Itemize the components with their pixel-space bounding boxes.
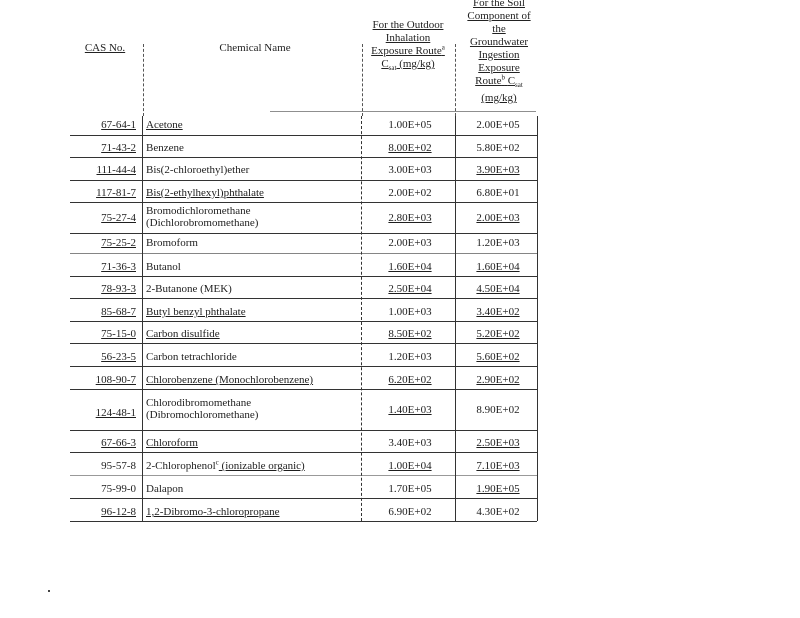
cas-cell: 75-99-0 (101, 483, 136, 495)
inhalation-cell: 1.00E+05 (388, 119, 432, 131)
name-cell: Acetone (146, 119, 183, 131)
header-separator (362, 44, 363, 116)
name-cell: Benzene (146, 142, 184, 154)
groundwater-cell: 3.40E+02 (476, 306, 520, 318)
cas-cell: 95-57-8 (101, 460, 136, 472)
header-groundwater-line: Groundwater (469, 36, 529, 48)
cas-cell: 75-15-0 (101, 328, 136, 340)
name-cell: 2-Butanone (MEK) (146, 283, 232, 295)
header-inhalation-unit: $C_{sat}$ (mg/kg) (381, 58, 435, 73)
inhalation-cell: 1.60E+04 (388, 261, 432, 273)
inhalation-cell: 6.90E+02 (388, 506, 432, 518)
inhalation-cell: 8.00E+02 (388, 142, 432, 154)
groundwater-cell: 3.90E+03 (476, 164, 520, 176)
cas-cell: 85-68-7 (101, 306, 136, 318)
header-groundwater (458, 0, 540, 105)
cas-cell: 96-12-8 (101, 506, 136, 518)
row-rule (70, 135, 537, 136)
cas-cell: 111-44-4 (96, 164, 136, 176)
row-rule (70, 452, 537, 453)
cas-cell: 117-81-7 (96, 187, 136, 199)
cas-cell: 71-43-2 (101, 142, 136, 154)
inhalation-cell: 2.00E+03 (388, 237, 432, 249)
row-rule (70, 389, 537, 390)
inhalation-cell: 1.00E+04 (388, 460, 432, 472)
groundwater-cell: 1.20E+03 (476, 237, 520, 249)
groundwater-cell: 8.90E+02 (476, 404, 520, 416)
name-cell: Bromodichloromethane (Dichlorobromomethane) (146, 205, 259, 229)
cas-cell: 56-23-5 (101, 351, 136, 363)
name-cell: Chloroform (146, 437, 198, 449)
row-rule (70, 202, 537, 203)
groundwater-cell: 1.90E+05 (476, 483, 520, 495)
groundwater-cell: 7.10E+03 (476, 460, 520, 472)
header-groundwater-line: Exposure (478, 62, 520, 74)
inhalation-cell: 2.80E+03 (388, 212, 432, 224)
name-cell: Bis(2-chloroethyl)ether (146, 164, 250, 176)
header-groundwater-line: For the Soil (473, 0, 525, 9)
groundwater-cell: 1.60E+04 (476, 261, 520, 273)
groundwater-cell: 6.80E+01 (476, 187, 520, 199)
cas-cell: 75-25-2 (101, 237, 136, 249)
cas-cell: 124-48-1 (95, 407, 136, 419)
row-rule (70, 498, 537, 499)
name-cell: Butanol (146, 261, 181, 273)
name-cell: 2-Chlorophenol$^c$ (ionizable organic) (146, 458, 305, 472)
header-inhalation-line: For the Outdoor (372, 19, 444, 31)
header-groundwater-line: Route$^b$ $C_{sat}$ (475, 73, 523, 90)
inhalation-cell: 1.00E+03 (388, 306, 432, 318)
cas-cell: 75-27-4 (101, 212, 136, 224)
name-cell: 1,2-Dibromo-3-chloropropane (146, 506, 280, 518)
inhalation-cell: 6.20E+02 (388, 374, 432, 386)
row-rule (70, 430, 537, 431)
cas-cell: 71-36-3 (101, 261, 136, 273)
groundwater-cell: 5.60E+02 (476, 351, 520, 363)
header-separator (455, 44, 456, 116)
header-inhalation-line: Exposure Route$^a$ (371, 43, 445, 57)
header-separator (143, 44, 144, 116)
name-cell: Chlorobenzene (Monochlorobenzene) (146, 374, 314, 386)
name-cell: Carbon tetrachloride (146, 351, 237, 363)
header-inhalation-line: Inhalation (385, 32, 431, 44)
groundwater-cell: 4.30E+02 (476, 506, 520, 518)
inhalation-cell: 8.50E+02 (388, 328, 432, 340)
row-rule (70, 180, 537, 181)
header-chemical-name: Chemical Name (219, 42, 291, 54)
inhalation-cell: 3.00E+03 (388, 164, 432, 176)
header-rule (270, 111, 536, 112)
name-cell: Butyl benzyl phthalate (146, 306, 246, 318)
column-line (361, 116, 362, 521)
inhalation-cell: 3.40E+03 (388, 437, 432, 449)
groundwater-cell: 2.50E+03 (476, 437, 520, 449)
cas-cell: 67-64-1 (101, 119, 136, 131)
groundwater-cell: 4.50E+04 (476, 283, 520, 295)
row-rule (70, 276, 537, 277)
inhalation-cell: 2.50E+04 (388, 283, 432, 295)
header-cas: CAS No. (84, 42, 126, 54)
row-rule (70, 521, 537, 522)
name-cell: Dalapon (146, 483, 184, 495)
inhalation-cell: 1.70E+05 (388, 483, 432, 495)
page-speck (48, 590, 50, 592)
inhalation-cell: 1.40E+03 (388, 404, 432, 416)
column-line (142, 116, 143, 521)
groundwater-cell: 5.80E+02 (476, 142, 520, 154)
row-rule (70, 233, 537, 234)
name-cell: Carbon disulfide (146, 328, 220, 340)
header-inhalation (362, 19, 454, 75)
cas-cell: 67-66-3 (101, 437, 136, 449)
inhalation-cell: 2.00E+02 (388, 187, 432, 199)
groundwater-cell: 5.20E+02 (476, 328, 520, 340)
header-groundwater-line: Ingestion (478, 49, 520, 61)
header-groundwater-unit: (mg/kg) (481, 92, 517, 105)
row-rule (70, 157, 537, 158)
name-cell: Bis(2-ethylhexyl)phthalate (146, 187, 264, 199)
name-cell: Chlorodibromomethane (Dibromochloromethane) (146, 397, 259, 421)
column-line (455, 116, 456, 521)
groundwater-cell: 2.00E+03 (476, 212, 520, 224)
row-rule (70, 343, 537, 344)
groundwater-cell: 2.00E+05 (476, 119, 520, 131)
row-rule (70, 475, 537, 476)
groundwater-cell: 2.90E+02 (476, 374, 520, 386)
cas-cell: 78-93-3 (101, 283, 136, 295)
row-rule (70, 321, 537, 322)
row-rule (70, 298, 537, 299)
inhalation-cell: 1.20E+03 (388, 351, 432, 363)
name-cell: Bromoform (146, 237, 198, 249)
row-rule (70, 253, 537, 254)
cas-cell: 108-90-7 (95, 374, 136, 386)
header-groundwater-line: Component of (467, 10, 531, 22)
row-rule (70, 366, 537, 367)
header-groundwater-line: the (492, 23, 506, 35)
